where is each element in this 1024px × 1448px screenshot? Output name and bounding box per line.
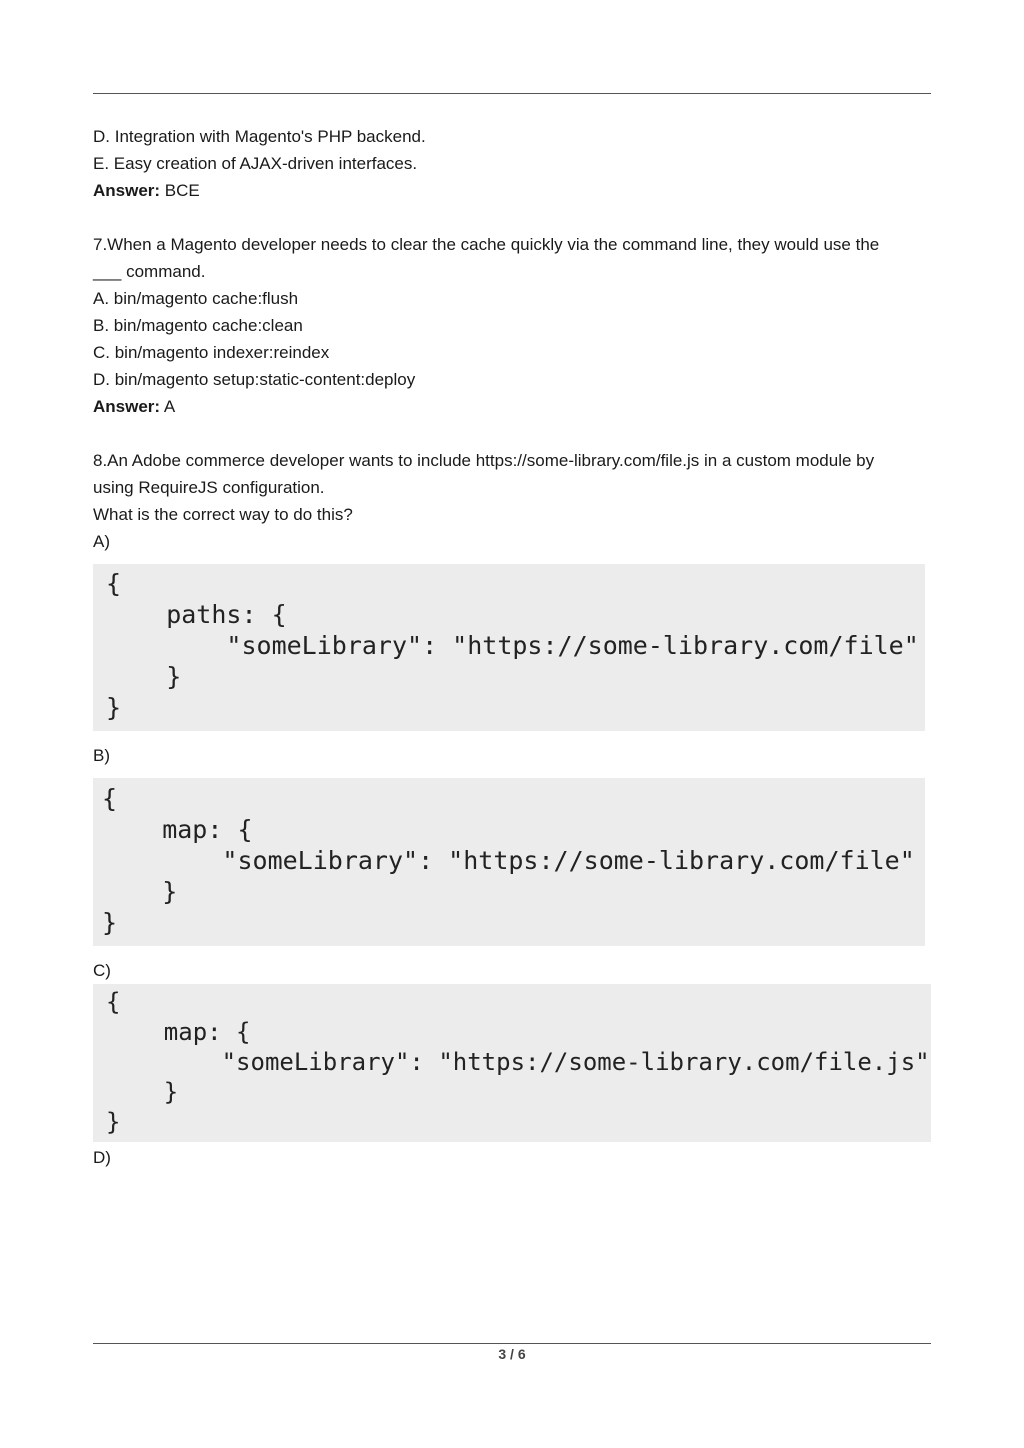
code-snippet: { paths: { "someLibrary": "https://some-library.com/file" } }: [106, 569, 919, 722]
q8-option-d-label: D): [93, 1148, 111, 1167]
q7-option-c: C. bin/magento indexer:reindex: [93, 343, 330, 362]
q8-option-b-label: B): [93, 746, 110, 765]
q6-option-d: D. Integration with Magento's PHP backend.: [93, 127, 426, 146]
code-snippet: { map: { "someLibrary": "https://some-library.com/file" } }: [102, 784, 915, 937]
q7-stem-line1: 7.When a Magento developer needs to clear the cache quickly via the command line, they would use the: [93, 235, 880, 254]
q7-option-a: A. bin/magento cache:flush: [93, 289, 299, 308]
q8-stem-line2: using RequireJS configuration.: [93, 478, 325, 497]
q7-stem-line2: ___ command.: [93, 262, 206, 281]
q8-option-b-code-image: [93, 778, 925, 946]
answer-value: BCE: [160, 181, 200, 200]
q6-option-e: E. Easy creation of AJAX-driven interfaces.: [93, 154, 418, 173]
answer-label: Answer:: [93, 397, 161, 416]
q6-answer: [93, 180, 200, 202]
answer-label: Answer:: [93, 181, 161, 200]
code-snippet: { map: { "someLibrary": "https://some-library.com/file.js" } }: [106, 988, 930, 1136]
answer-value: A: [160, 397, 176, 416]
q7-option-d: D. bin/magento setup:static-content:deploy: [93, 370, 416, 389]
q8-option-c-label: C): [93, 961, 111, 980]
q8-option-c-code-image: [93, 984, 931, 1142]
q7-option-b: B. bin/magento cache:clean: [93, 316, 303, 335]
q8-option-a-label: A): [93, 532, 110, 551]
q8-stem-line1: 8.An Adobe commerce developer wants to include https://some-library.com/file.js in a custom module by: [93, 451, 875, 470]
page-number: 3 / 6: [498, 1346, 526, 1362]
q7-answer: [93, 396, 175, 418]
q8-stem-line3: What is the correct way to do this?: [93, 505, 353, 524]
q8-option-a-code-image: [93, 564, 925, 731]
footer-rule: [93, 1343, 931, 1344]
header-rule: [93, 93, 931, 94]
